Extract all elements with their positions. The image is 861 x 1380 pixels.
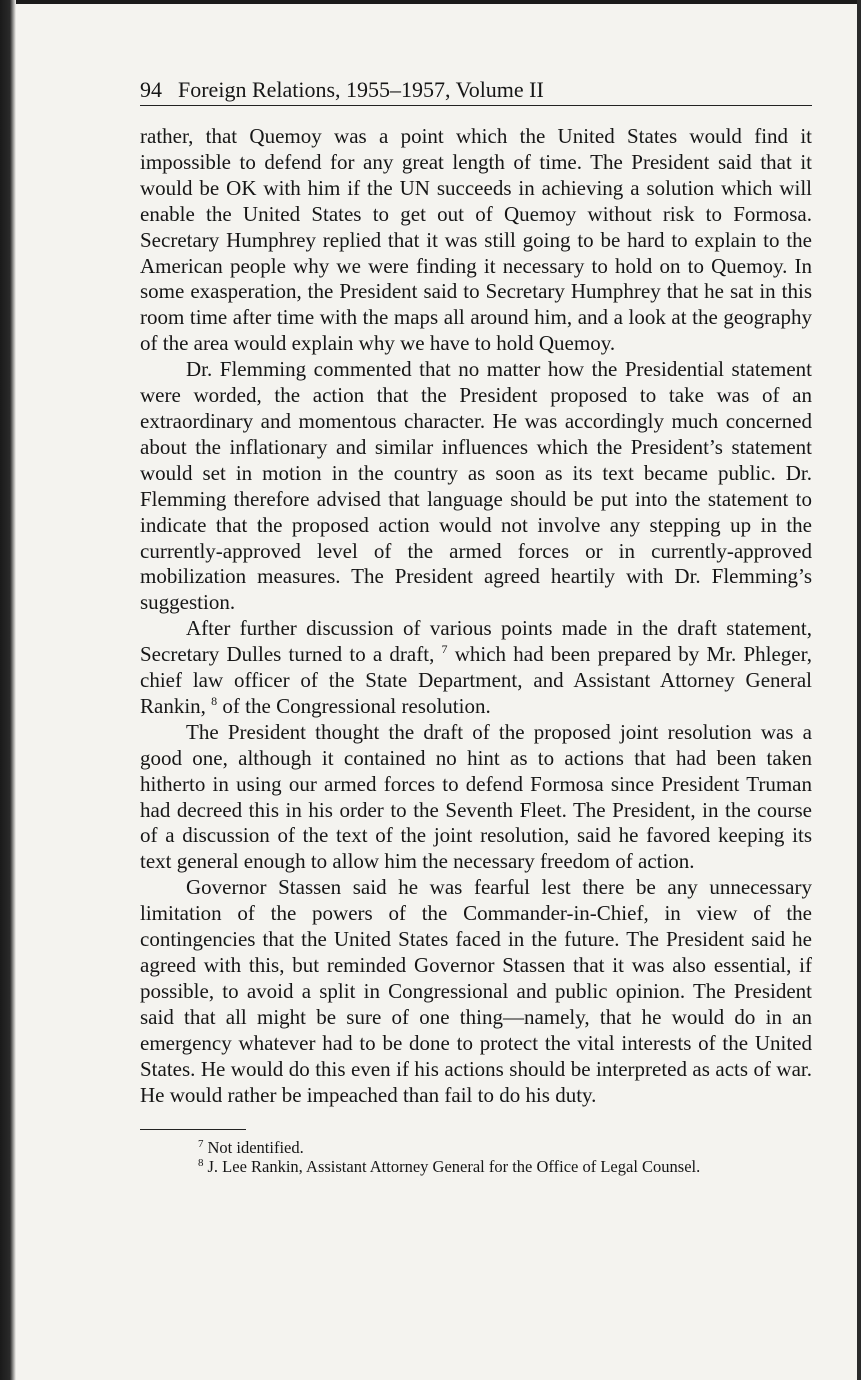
footnote-ref-8[interactable]: 8: [211, 693, 218, 708]
footnote-8-mark: 8: [198, 1156, 204, 1169]
paragraph-3-part-b: which had been prepared by Mr. Phleger, chief law officer of the State Department, and Assistant Attorney General Rankin,: [140, 642, 812, 718]
footnote-divider: [140, 1129, 246, 1130]
paragraph-4: The President thought the draft of the proposed joint resolution was a good one, although it contained no hint as to actions that had been taken hitherto in using our armed forces to defend Formosa since President Truman had decreed this in his order to the Seventh Fleet. The President, in the course of a discussion of the text of the joint resolution, said he favored keeping its text general enough to allow him the necessary freedom of action.: [140, 719, 812, 874]
paragraph-3: [140, 616, 812, 720]
running-header: [140, 76, 812, 106]
page-number: 94: [140, 77, 162, 102]
footnote-7-text: Not identified.: [207, 1138, 304, 1158]
footnote-8-text: J. Lee Rankin, Assistant Attorney General for the Office of Legal Counsel.: [207, 1157, 701, 1177]
volume-title: Foreign Relations, 1955–1957, Volume II: [178, 77, 544, 102]
paragraph-3-part-c: of the Congressional resolution.: [222, 693, 491, 718]
paragraph-2: Dr. Flemming commented that no matter how the Presidential statement were worded, the action that the President proposed to take was of an extraordinary and momentous character. He was accordingly much concerned about the inflationary and similar influences which the President’s statement would set in motion in the country as soon as its text became public. Dr. Flemming therefore advised that language should be put into the statement to indicate that the proposed action would not involve any stepping up in the currently-approved level of the armed forces or in currently-approved mobilization measures. The President agreed heartily with Dr. Flemming’s suggestion.: [140, 357, 812, 615]
footnote-7-mark: 7: [198, 1137, 204, 1150]
footnote-8: [198, 1157, 812, 1176]
scan-edge-left: [0, 0, 16, 1380]
scan-edge-right: [857, 0, 861, 1380]
footnote-ref-7[interactable]: 7: [441, 642, 448, 657]
paragraph-3-part-a: After further discussion of various points made in the draft statement, Secretary Dulles turned to a draft,: [140, 616, 812, 667]
paragraph-5: Governor Stassen said he was fearful lest there be any unnecessary limitation of the powers of the Commander-in-Chief, in view of the contingencies that the United States faced in the future. The President said he agreed with this, but reminded Governor Stassen that it was also essential, if possible, to avoid a split in Congressional and public opinion. The President said that all might be sure of one thing—namely, that he would do in an emergency whatever had to be done to protect the vital interests of the United States. He would do this even if his actions should be interpreted as acts of war. He would rather be impeached than fail to do his duty.: [140, 875, 812, 1107]
footnote-7: [198, 1138, 812, 1157]
footnotes: [140, 1138, 812, 1176]
document-page: [140, 76, 812, 1176]
scan-edge-top: [0, 0, 861, 4]
paragraph-1: rather, that Quemoy was a point which the United States would find it impossible to defend for any great length of time. The President said that it would be OK with him if the UN succeeds in achieving a solution which will enable the United States to get out of Quemoy without risk to Formosa. Secretary Humphrey replied that it was still going to be hard to explain to the American people why we were finding it necessary to hold on to Quemoy. In some exasperation, the President said to Secretary Humphrey that he sat in this room time after time with the maps all around him, and a look at the geography of the area would explain why we have to hold Quemoy.: [140, 124, 812, 356]
body-text: [140, 124, 812, 1108]
